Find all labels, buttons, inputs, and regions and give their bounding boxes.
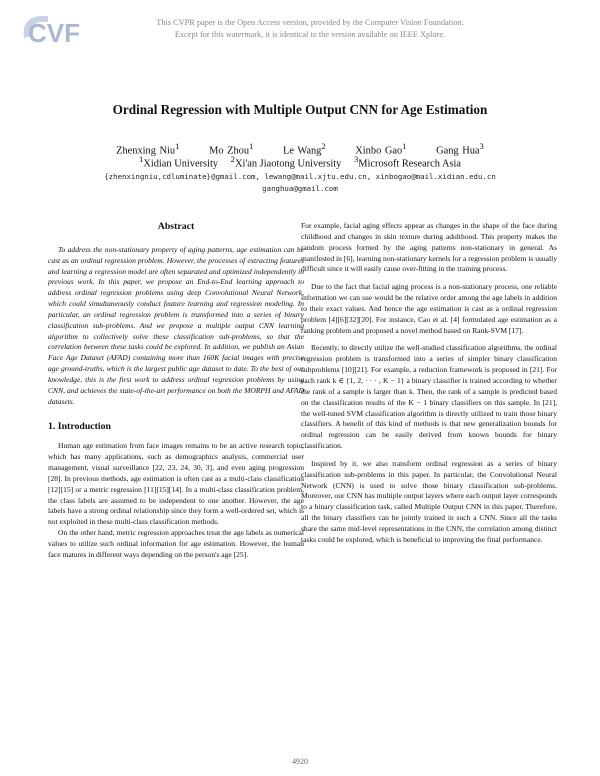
intro-heading: 1. Introduction	[48, 420, 111, 432]
email-block	[0, 171, 600, 195]
right-paragraph-2: Due to the fact that facial aging process is a non-stationary process, one reliable information we can use would be the relative order among the age labels in addition to their exact values. And hence the age estimation is cast as a ordinal regression problem [4][6][32][20]. For instance, Cao et al. [4] formulated age estimation as a ranking problem and proposed a novel method based on Rank-SVM [17].	[301, 282, 557, 335]
author-name: Gang Hua	[436, 145, 480, 157]
author-sup: 3	[479, 141, 484, 151]
affiliation: Xi'an Jiaotong University	[235, 158, 342, 170]
abstract-text: To address the non-stationary property of aging patterns, age estimation can be cast as an ordinal regression problem. However, the processes of extracting features and learning a regression model are often separated and optimized independently in previous work. In this paper, we propose an End-to-End learning approach to address ordinal regression problems using deep Convolutional Neural Network, which could simultaneously conduct feature learning and regression modeling. In particular, an ordinal regression problem is transformed into a series of binary classification sub-problems. And we propose a multiple output CNN learning algorithm to collectively solve these classification sub-problems, so that the correlation between these tasks could be explored. In addition, we publish an Asian Face Age Dataset (AFAD) containing more than 160K facial images with precise age ground-truths, which is the largest public age dataset to date. To the best of our knowledge, this is the first work to address ordinal regression problems by using CNN, and achieves the state-of-the-art performance on both the MORPH and AFAD datasets.	[48, 244, 304, 406]
email-line-1: {zhenxingniu,cdluminate}@gmail.com, lewang@mail.xjtu.edu.cn, xinbogao@mail.xidian.edu.cn	[104, 172, 496, 181]
author-name: Le Wang	[282, 145, 322, 157]
affiliation: Xidian University	[143, 158, 219, 170]
notice-line-1: This CVPR paper is the Open Access version, provided by the Computer Vision Foundation.	[156, 18, 464, 27]
notice-line-2: Except for this watermark, it is identical to the version available on IEEE Xplore.	[174, 30, 446, 39]
affil-sup: 1	[138, 154, 144, 164]
email-line-2: ganghua@gmail.com	[262, 184, 338, 193]
paper-title: Ordinal Regression with Multiple Output CNN for Age Estimation	[112, 102, 488, 117]
right-column	[301, 221, 557, 546]
right-paragraph-1: For example, facial aging effects appear as changes in the shape of the face during childhood and changes in skin texture during adulthood. This property makes the random process formed by the aging patterns non-stationary in general. As manifested in [6], learning non-stationary kernels for a regression problem is usually difficult since it will easily cause over-fitting in the training process.	[301, 221, 557, 274]
open-access-notice	[120, 17, 500, 41]
right-paragraph-4: Inspired by it, we also transform ordinal regression as a series of binary classification sub-problems in this paper. In particular, the Convolutional Neural Network (CNN) is used to solve those binary classification sub-problems. Moreover, our CNN has multiple output layers where each output layer corresponds to a binary classification task, called Multiple Output CNN in this paper. Therefore, all the binary classifiers can be jointly trained in such a CNN. Since all the tasks share the same mid-level representations in the CNN, the correlation among distinct tasks could be explored, which is beneficial to improving the final performance.	[301, 458, 557, 544]
author-sup: 2	[321, 141, 326, 151]
intro-paragraph-1: Human age estimation from face images remains to be an active research topic, which has many applications, such as demographics analysis, commercial user management, visual surveillance [22, 23, 24, 30, 3], and even aging progression [28]. In previous methods, age estimation is often cast as a multi-class classification [12][15] or a metric regression [11][15][14]. In a multi-class classification problem, the class labels are assumed to be independent to one another. However, the age labels have a strong ordinal relationship since they form a well-ordered set, which is not exploited in these multi-class classification methods.	[48, 441, 304, 527]
author-sup: 1	[402, 141, 407, 151]
intro-paragraph-2: On the other hand, metric regression approaches treat the age labels as numerical values to utilize such ordinal information for age estimation. However, the human face matures in different ways depending on the person's age [25].	[48, 528, 304, 559]
cvf-logo	[18, 8, 108, 48]
author-name: Xinbo Gao	[355, 145, 403, 157]
author-name: Mo Zhou	[209, 145, 250, 157]
author-sup: 1	[249, 141, 254, 151]
left-column	[48, 222, 304, 561]
affiliation: Microsoft Research Asia	[358, 158, 462, 170]
cvf-logo-text: CVF	[28, 18, 80, 48]
author-name: Zhenxing Niu	[116, 145, 176, 157]
right-paragraph-3: Recently, to directly utilize the well-studied classification algorithms, the ordinal regression problem is transformed into a series of simpler binary classification subproblems [10][21]. For example, a reduction framework is proposed in [21]. For each rank k ∈ {1, 2, · · · , K − 1} a binary classifier is trained according to whether the rank of a sample is larger than k. Then, the rank of a sample is predicted based on the classification results of the K − 1 binary classifiers on this sample. In [21], the well-tuned SVM classification algorithm is directly utilized to train those binary classifiers. A benefit of this kind of methods is that new generalization bounds for ordinal regression can be easily derived from known bounds for binary classification.	[301, 343, 557, 451]
abstract-heading: Abstract	[157, 221, 195, 232]
page-number: 4920	[292, 757, 308, 766]
affil-sup: 2	[230, 154, 235, 164]
affil-sup: 3	[353, 154, 359, 164]
author-sup: 1	[175, 141, 180, 151]
affiliation-list	[0, 154, 600, 169]
